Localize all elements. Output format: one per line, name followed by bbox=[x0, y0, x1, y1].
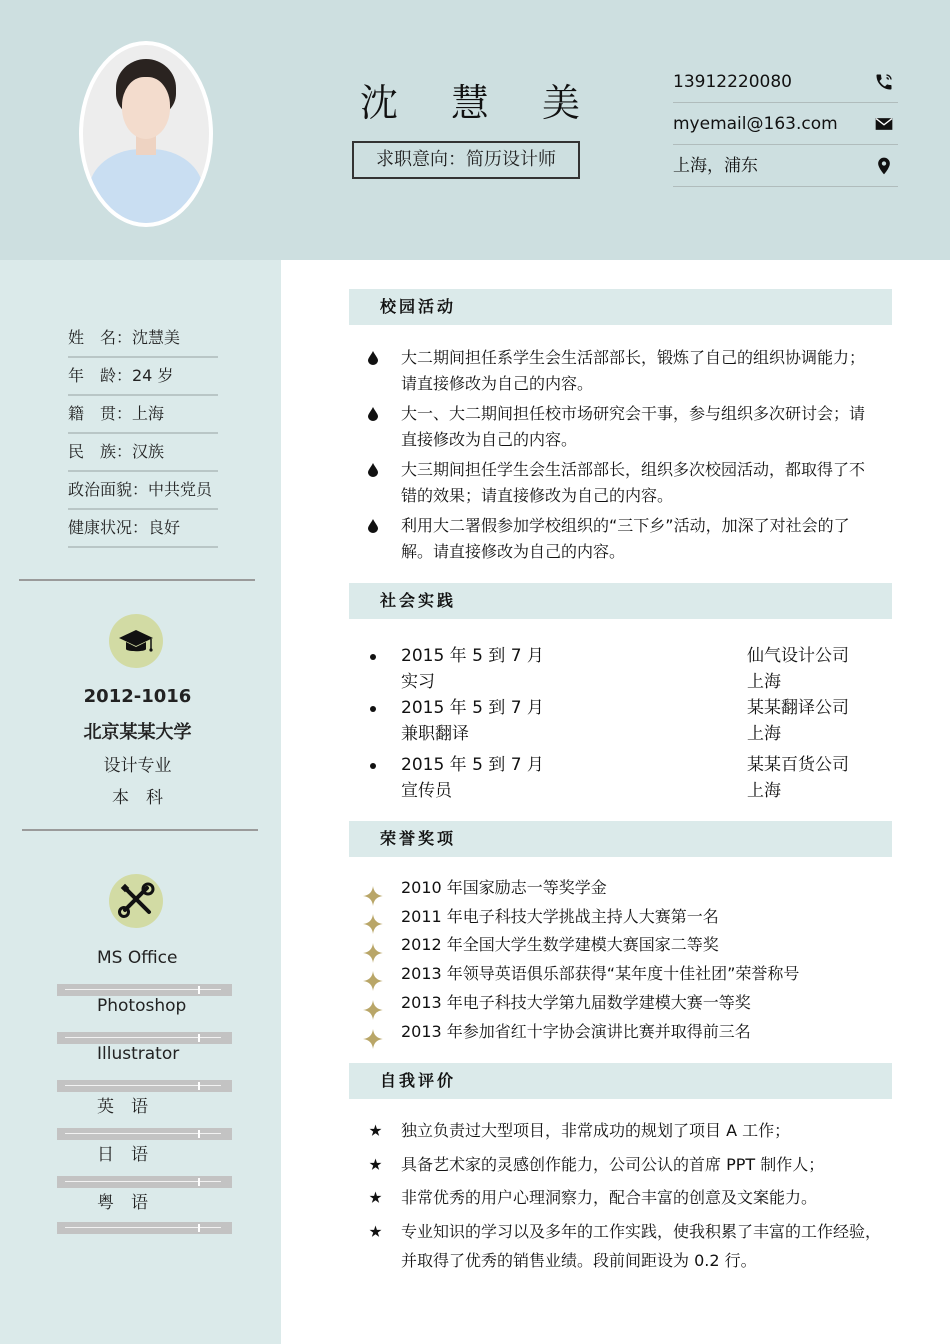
skill-level-knob bbox=[198, 1178, 200, 1186]
skill-label: 日 语 bbox=[97, 1145, 148, 1165]
info-ethnicity: 民 族：汉族 bbox=[68, 434, 218, 472]
practice-bullet bbox=[370, 706, 376, 712]
skill-level-knob bbox=[198, 1082, 200, 1090]
star-bullet-icon bbox=[369, 1191, 382, 1204]
info-age: 年 龄：24 岁 bbox=[68, 358, 218, 396]
practice-date: 2015 年 5 到 7 月 bbox=[401, 698, 544, 718]
location-icon bbox=[874, 156, 894, 176]
name-title bbox=[360, 72, 580, 127]
award-item: 2013 年电子科技大学第九届数学建模大赛一等奖 bbox=[401, 993, 751, 1012]
evaluation-item: 专业知识的学习以及多年的工作实践，使我积累了丰富的工作经验，并取得了优秀的销售业绩。段前间距设为 0.2 行。 bbox=[401, 1222, 882, 1270]
info-health: 健康状况：良好 bbox=[68, 510, 218, 548]
sparkle-star-icon bbox=[363, 1029, 383, 1049]
award-item: 2012 年全国大学生数学建模大赛国家二等奖 bbox=[401, 935, 719, 954]
sidebar-divider bbox=[22, 829, 258, 831]
award-item: 2010 年国家励志一等奖学金 bbox=[401, 878, 607, 897]
campus-item: 大一、大二期间担任校市场研究会干事，参与组织多次研讨会；请直接修改为自己的内容。 bbox=[401, 404, 866, 449]
section-awards-header: 荣誉奖项 bbox=[349, 821, 892, 857]
skill-label: 英 语 bbox=[97, 1097, 148, 1117]
avatar-face bbox=[122, 77, 170, 139]
sparkle-star-icon bbox=[363, 914, 383, 934]
practice-role: 宣传员 bbox=[401, 781, 452, 801]
evaluation-item: 非常优秀的用户心理洞察力，配合丰富的创意及文案能力。 bbox=[401, 1188, 818, 1207]
evaluation-item: 具备艺术家的灵感创作能力，公司公认的首席 PPT 制作人； bbox=[401, 1155, 825, 1174]
section-practice-header: 社会实践 bbox=[349, 583, 892, 619]
name-char: 沈 bbox=[360, 81, 399, 125]
edu-major: 设计专业 bbox=[103, 756, 172, 776]
mail-icon bbox=[874, 114, 894, 134]
drop-bullet-icon bbox=[368, 351, 378, 365]
skill-label: Photoshop bbox=[97, 996, 187, 1016]
skill-level-knob bbox=[198, 1130, 200, 1138]
info-politics: 政治面貌：中共党员 bbox=[68, 472, 218, 510]
practice-role: 实习 bbox=[401, 672, 435, 692]
star-bullet-icon bbox=[369, 1158, 382, 1171]
skill-bar bbox=[57, 1032, 232, 1044]
skill-bar bbox=[57, 1222, 232, 1234]
avatar-photo bbox=[83, 45, 209, 223]
edu-degree: 本 科 bbox=[112, 788, 163, 808]
practice-city: 上海 bbox=[747, 672, 781, 692]
contact-phone bbox=[673, 61, 898, 103]
practice-date: 2015 年 5 到 7 月 bbox=[401, 755, 544, 775]
skill-label: 粤 语 bbox=[97, 1193, 148, 1213]
practice-bullet bbox=[370, 654, 376, 660]
skill-level-knob bbox=[198, 1224, 200, 1232]
campus-item: 利用大二署假参加学校组织的“三下乡”活动，加深了对社会的了解。请直接修改为自己的内容。 bbox=[401, 516, 850, 561]
job-intent-box: 求职意向：简历设计师 bbox=[352, 141, 580, 179]
practice-company: 某某百货公司 bbox=[747, 755, 849, 775]
section-campus-header: 校园活动 bbox=[349, 289, 892, 325]
star-bullet-icon bbox=[369, 1225, 382, 1238]
drop-bullet-icon bbox=[368, 407, 378, 421]
practice-date: 2015 年 5 到 7 月 bbox=[401, 646, 544, 666]
contact-location bbox=[673, 145, 898, 187]
contact-email-text: myemail@163.com bbox=[673, 114, 838, 134]
skill-bar bbox=[57, 984, 232, 996]
award-item: 2013 年参加省红十字协会演讲比赛并取得前三名 bbox=[401, 1022, 751, 1041]
contact-email bbox=[673, 103, 898, 145]
skill-bar bbox=[57, 1176, 232, 1188]
sidebar-divider bbox=[19, 579, 255, 581]
sparkle-star-icon bbox=[363, 971, 383, 991]
practice-company: 仙气设计公司 bbox=[747, 646, 849, 666]
drop-bullet-icon bbox=[368, 463, 378, 477]
info-hometown: 籍 贯：上海 bbox=[68, 396, 218, 434]
name-char: 慧 bbox=[450, 81, 489, 125]
star-bullet-icon bbox=[369, 1124, 382, 1137]
skill-level-knob bbox=[198, 1034, 200, 1042]
contact-phone-text: 13912220080 bbox=[673, 72, 792, 92]
section-evaluation-header: 自我评价 bbox=[349, 1063, 892, 1099]
award-item: 2011 年电子科技大学挑战主持人大赛第一名 bbox=[401, 907, 719, 926]
edu-school: 北京某某大学 bbox=[83, 722, 192, 743]
skill-bar bbox=[57, 1128, 232, 1140]
contact-location-text: 上海，浦东 bbox=[673, 156, 758, 176]
name-char: 美 bbox=[541, 81, 580, 125]
practice-city: 上海 bbox=[747, 781, 781, 801]
avatar-shirt bbox=[89, 149, 203, 223]
campus-item: 大三期间担任学生会生活部部长，组织多次校园活动，都取得了不错的效果；请直接修改为自己的内容。 bbox=[401, 460, 866, 505]
sparkle-star-icon bbox=[363, 943, 383, 963]
skill-bar bbox=[57, 1080, 232, 1092]
award-item: 2013 年领导英语俱乐部获得“某年度十佳社团”荣誉称号 bbox=[401, 964, 800, 983]
sparkle-star-icon bbox=[363, 1000, 383, 1020]
sparkle-star-icon bbox=[363, 886, 383, 906]
skill-level-knob bbox=[198, 986, 200, 994]
campus-item: 大二期间担任系学生会生活部部长，锻炼了自己的组织协调能力；请直接修改为自己的内容。 bbox=[401, 348, 866, 393]
drop-bullet-icon bbox=[368, 519, 378, 533]
avatar bbox=[79, 41, 213, 227]
evaluation-item: 独立负责过大型项目，非常成功的规划了项目 A 工作； bbox=[401, 1121, 791, 1140]
edu-years: 2012-1016 bbox=[83, 686, 192, 707]
practice-bullet bbox=[370, 763, 376, 769]
info-name: 姓 名：沈慧美 bbox=[68, 320, 218, 358]
skill-label: MS Office bbox=[97, 948, 178, 968]
practice-company: 某某翻译公司 bbox=[747, 698, 849, 718]
tools-icon bbox=[109, 874, 163, 928]
skill-label: Illustrator bbox=[97, 1044, 180, 1064]
practice-city: 上海 bbox=[747, 724, 781, 744]
practice-role: 兼职翻译 bbox=[401, 724, 469, 744]
graduation-cap-icon bbox=[109, 614, 163, 668]
phone-icon bbox=[874, 72, 894, 92]
